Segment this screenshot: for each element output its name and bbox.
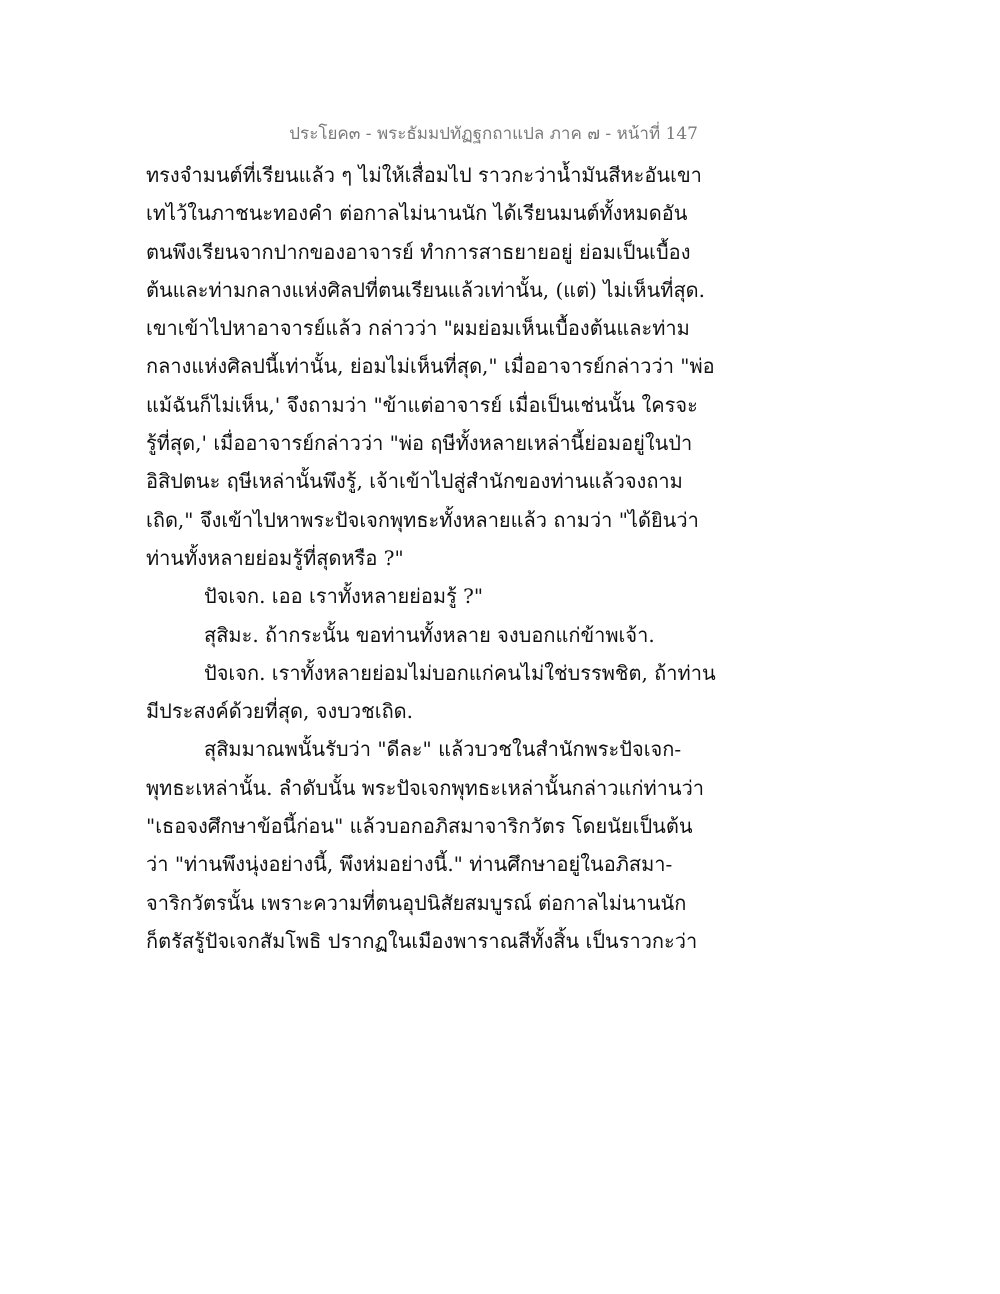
text-line: มีประสงค์ด้วยที่สุด, จงบวชเถิด.	[146, 699, 414, 724]
dialogue-line-pacceka: ปัจเจก. เออ เราทั้งหลายย่อมรู้ ?"	[204, 584, 484, 609]
text-line: "เธอจงศึกษาข้อนี้ก่อน" แล้วบอกอภิสมาจาริกวัตร โดยนัยเป็นต้น	[146, 814, 693, 839]
paragraph-start-line: สุสิมมาณพนั้นรับว่า "ดีละ" แล้วบวชในสำนักพระปัจเจก-	[204, 737, 682, 762]
body-text	[146, 156, 716, 960]
text-line: รู้ที่สุด,' เมื่ออาจารย์กล่าวว่า "พ่อ ฤษีทั้งหลายเหล่านี้ย่อมอยู่ในป่า	[146, 431, 693, 456]
text-line: ต้นและท่ามกลางแห่งศิลปที่ตนเรียนแล้วเท่านั้น, (แต่) ไม่เห็นที่สุด.	[146, 277, 706, 302]
text-line: ว่า "ท่านพึงนุ่งอย่างนี้, พึงห่มอย่างนี้." ท่านศึกษาอยู่ในอภิสมา-	[146, 852, 673, 877]
text-line: แม้ฉันก็ไม่เห็น,' จึงถามว่า "ข้าแต่อาจารย์ เมื่อเป็นเช่นนั้น ใครจะ	[146, 392, 698, 417]
text-line: ท่านทั้งหลายย่อมรู้ที่สุดหรือ ?"	[146, 545, 404, 570]
dialogue-line-pacceka: ปัจเจก. เราทั้งหลายย่อมไม่บอกแก่คนไม่ใช่บรรพชิต, ถ้าท่าน	[204, 660, 716, 685]
text-line: พุทธะเหล่านั้น. ลำดับนั้น พระปัจเจกพุทธะเหล่านั้นกล่าวแก่ท่านว่า	[146, 775, 705, 800]
text-line: เทไว้ในภาชนะทองคำ ต่อกาลไม่นานนัก ได้เรียนมนต์ทั้งหมดอัน	[146, 201, 688, 226]
text-line: กลางแห่งศิลปนี้เท่านั้น, ย่อมไม่เห็นที่สุด," เมื่ออาจารย์กล่าวว่า "พ่อ	[146, 354, 715, 379]
text-line: จาริกวัตรนั้น เพราะความที่ตนอุปนิสัยสมบูรณ์ ต่อกาลไม่นานนัก	[146, 890, 687, 915]
text-line: ทรงจำมนต์ที่เรียนแล้ว ๆ ไม่ให้เสื่อมไป ราวกะว่าน้ำมันสีหะอันเขา	[146, 163, 702, 187]
text-line: อิสิปตนะ ฤษีเหล่านั้นพึงรู้, เจ้าเข้าไปสู่สำนักของท่านแล้วจงถาม	[146, 469, 683, 494]
text-line: ตนพึงเรียนจากปากของอาจารย์ ทำการสาธยายอยู่ ย่อมเป็นเบื้อง	[146, 239, 691, 264]
running-header: ประโยค๓ - พระธัมมปทัฏฐกถาแปล ภาค ๗ - หน้าที่ 147	[289, 124, 698, 144]
text-line: ก็ตรัสรู้ปัจเจกสัมโพธิ ปรากฏในเมืองพาราณสีทั้งสิ้น เป็นราวกะว่า	[146, 928, 698, 953]
text-line: เขาเข้าไปหาอาจารย์แล้ว กล่าวว่า "ผมย่อมเห็นเบื้องต้นและท่าม	[146, 316, 690, 341]
dialogue-line-susima: สุสิมะ. ถ้ากระนั้น ขอท่านทั้งหลาย จงบอกแก่ข้าพเจ้า.	[204, 622, 655, 647]
text-line: เถิด," จึงเข้าไปหาพระปัจเจกพุทธะทั้งหลายแล้ว ถามว่า "ได้ยินว่า	[146, 507, 699, 532]
